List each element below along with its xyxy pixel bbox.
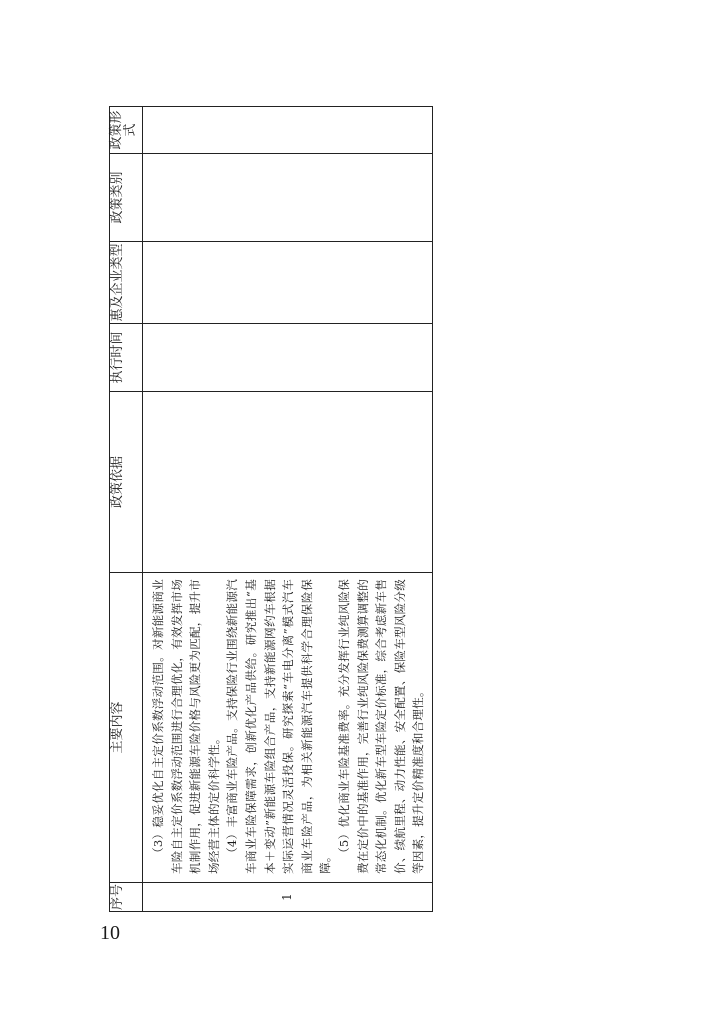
header-basis: 政策依据 <box>110 392 143 573</box>
policy-table <box>109 107 426 912</box>
content-paragraph-3: （3）稳妥优化自主定价系数浮动范围。对新能源商业车险自主定价系数浮动范围进行合理优化，有效发挥市场机制作用，促进新能源车险价格与风险更为匹配，提升市场经营主体的定价科学性。 <box>151 579 221 874</box>
row-time-cell <box>143 324 433 392</box>
header-time: 执行时间 <box>110 324 143 392</box>
header-form: 政策形式 <box>110 107 143 154</box>
page-number: 10 <box>100 922 120 944</box>
row-content-cell <box>143 573 433 883</box>
header-content: 主要内容 <box>110 573 143 883</box>
header-enterprise: 惠及企业类型 <box>110 242 143 324</box>
table-header-row <box>110 107 143 912</box>
content-paragraph-4: （4）丰富商业车险产品。支持保险行业围绕新能源汽车商业车险保障需求，创新优化产品供给。研究推出“基本＋变动”新能源车险组合产品，支持新能源网约车根据实际运营情况灵活投保。研究探索“车电分离”模式汽车商业车险产品，为相关新能源汽车提供科学合理保险保障。 <box>225 579 333 874</box>
table-row <box>143 107 433 912</box>
row-basis-cell <box>143 392 433 573</box>
header-seq: 序号 <box>110 883 143 912</box>
row-enterprise-cell <box>143 242 433 324</box>
row-seq-cell: 1 <box>143 883 433 912</box>
row-category-cell <box>143 154 433 242</box>
policy-table-grid <box>109 106 433 912</box>
row-form-cell <box>143 107 433 154</box>
header-category: 政策类别 <box>110 154 143 242</box>
content-paragraph-5: （5）优化商业车险基准费率。充分发挥行业纯风险保费在定价中的基准作用，完善行业纯风险保费测算调整的常态化机制。优化新车型车险定价标准，综合考虑新车售价、续航里程、动力性能、安全配置、保险车型风险分级等因素，提升定价精准度和合理性。 <box>336 579 426 874</box>
